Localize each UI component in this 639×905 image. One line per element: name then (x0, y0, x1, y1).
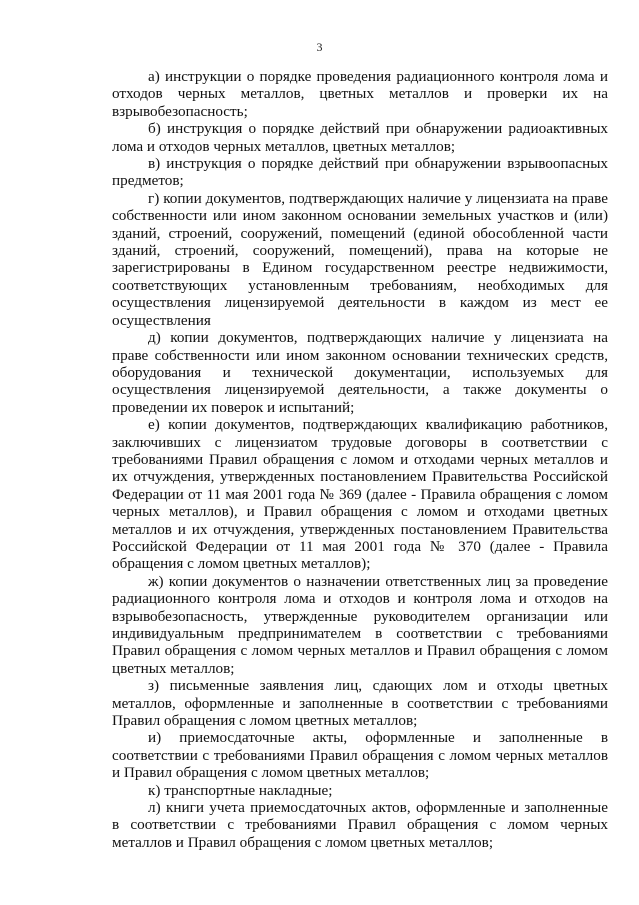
paragraph-zh: ж) копии документов о назначении ответственных лиц за проведение радиационного контроля лома и отходов и контроля лома и отходов на взрывобезопасность, утвержденные руководителем организации или индивидуальным предпринимателем в соответствии с требованиями Правил обращения с ломом черных металлов и Правил обращения с ломом цветных металлов; (112, 572, 608, 677)
paragraph-a: а) инструкции о порядке проведения радиационного контроля лома и отходов черных металлов, цветных металлов и проверки их на взрывобезопасность; (112, 68, 608, 120)
paragraph-l: л) книги учета приемосдаточных актов, оформленные и заполненные в соответствии с требованиями Правил обращения с ломом черных металлов и Правил обращения с ломом цветных металлов; (112, 799, 608, 851)
paragraph-d: д) копии документов, подтверждающих наличие у лицензиата на праве собственности или ином законном основании технических средств, оборудования и технической документации, используемых для осуществления лицензируемой деятельности, а также документы о проведении их поверок и испытаний; (112, 329, 608, 416)
paragraph-e: е) копии документов, подтверждающих квалификацию работников, заключивших с лицензиатом трудовые договоры в соответствии с требованиями Правил обращения с ломом и отходами черных металлов и их отчуждения, утвержденных постановлением Правительства Российской Федерации от 11 мая 2001 года № 369 (далее - Правила обращения с ломом черных металлов), и Правил обращения с ломом и отходами цветных металлов и их отчуждения, утвержденных постановлением Правительства Российской Федерации от 11 мая 2001 года № 370 (далее - Правила обращения с ломом цветных металлов); (112, 416, 608, 573)
paragraph-b: б) инструкция о порядке действий при обнаружении радиоактивных лома и отходов черных металлов, цветных металлов; (112, 120, 608, 155)
paragraph-g: г) копии документов, подтверждающих наличие у лицензиата на праве собственности или ином законном основании земельных участков и (или) зданий, строений, сооружений, помещений (единой обособленной части зданий, строений, сооружений, помещений), права на которые не зарегистрированы в Едином государственном реестре недвижимости, соответствующих установленным требованиям, необходимых для осуществления лицензируемой деятельности в каждом из мест ее осуществления (112, 189, 608, 329)
paragraph-v: в) инструкция о порядке действий при обнаружении взрывоопасных предметов; (112, 155, 608, 190)
paragraph-z: з) письменные заявления лиц, сдающих лом и отходы цветных металлов, оформленные и заполненные в соответствии с требованиями Правил обращения с ломом цветных металлов; (112, 677, 608, 730)
paragraph-k: к) транспортные накладные; (148, 781, 333, 799)
page-number: 3 (316, 40, 323, 54)
paragraph-i: и) приемосдаточные акты, оформленные и заполненные в соответствии с требованиями Правил обращения с ломом черных металлов и Правил обращения с ломом цветных металлов; (112, 729, 608, 782)
document-body (112, 68, 608, 851)
